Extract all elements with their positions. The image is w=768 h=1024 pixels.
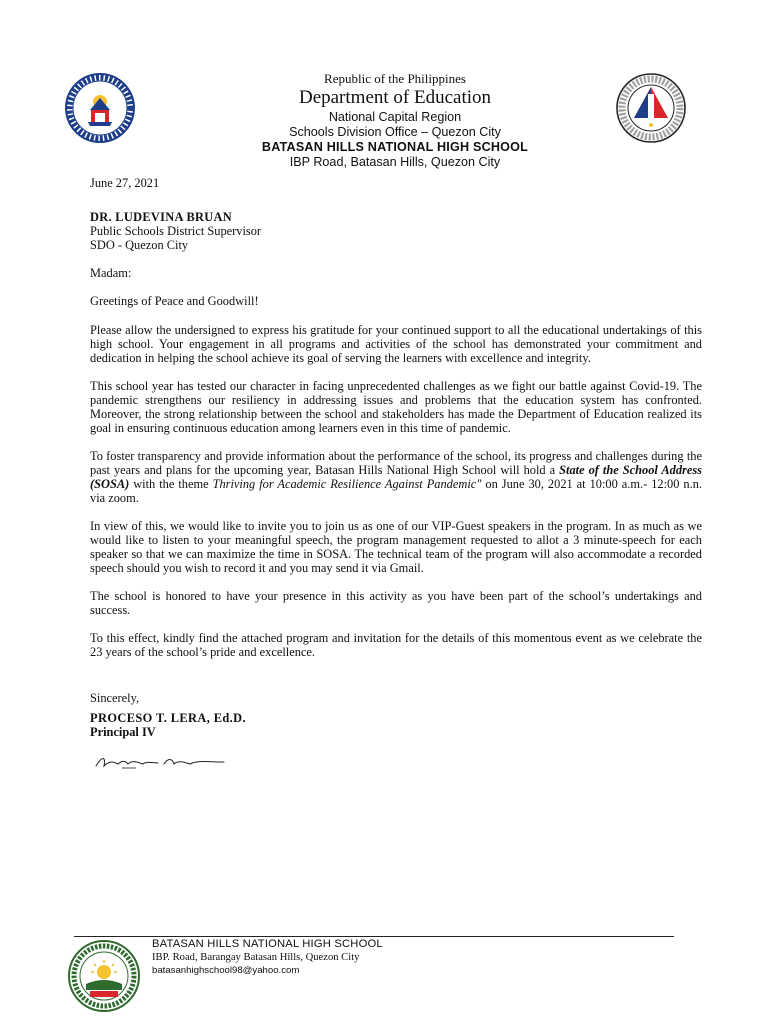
greeting: Greetings of Peace and Goodwill! — [90, 294, 259, 308]
sosa-text-before: To foster transparency and provide information about the performance of the school, its progress and challenges during the past years and plans for the upcoming year, Batasan Hills National High School will hold a — [90, 449, 702, 477]
bhnhs-school-seal-icon — [66, 938, 142, 1014]
letter-body — [90, 176, 702, 739]
letter-date: June 27, 2021 — [90, 176, 160, 190]
paragraph-invitation: In view of this, we would like to invite you to join us as one of our VIP-Guest speakers in the program. In as much as we would like to listen to your meaningful speech, the program management requested to allot a 3 minute-speech for each speaker so that we can maximize the time in SOSA. The technical team of the program will also accommodate a recorded speech should you wish to record it and you may send it via Gmail. — [90, 519, 702, 575]
footer-divider — [74, 936, 674, 937]
paragraph-honor: The school is honored to have your presence in this activity as you have been part of the school’s undertakings and success. — [90, 589, 702, 617]
paragraph-attachment: To this effect, kindly find the attached program and invitation for the details of this momentous event as we celebrate the 23 years of the school’s pride and excellence. — [90, 631, 702, 659]
sosa-event-name: State of the School Address (SOSA) — [90, 463, 703, 491]
paragraph-gratitude: Please allow the undersigned to express his gratitude for your continued support to all the educational undertakings of this high school. Your engagement in all programs and activities of the school has demonstrated your commitment and dedication in helping the school achieve its goal of serving the learners with excellence and integrity. — [90, 323, 702, 365]
footer-school-name: BATASAN HILLS NATIONAL HIGH SCHOOL — [152, 938, 383, 950]
letterhead — [160, 70, 630, 170]
signatory-name: PROCESO T. LERA, Ed.D. — [90, 711, 247, 725]
school-name: BATASAN HILLS NATIONAL HIGH SCHOOL — [261, 140, 529, 154]
sdo-quezon-city-seal-icon — [604, 72, 698, 144]
deped-seal-icon — [64, 72, 136, 144]
signatory-title: Principal IV — [90, 725, 156, 739]
recipient-office: SDO - Quezon City — [90, 238, 189, 252]
salutation: Madam: — [90, 266, 132, 280]
closing-block — [90, 691, 702, 739]
sosa-theme: Thriving for Academic Resilience Against Pandemic" — [212, 477, 482, 491]
complimentary-close: Sincerely, — [90, 691, 140, 705]
sosa-text-middle: with the theme — [129, 477, 213, 491]
footer-address: IBP. Road, Barangay Batasan Hills, Quezon City — [152, 952, 360, 963]
recipient-position: Public Schools District Supervisor — [90, 224, 262, 238]
footer-email: batasanhighschool98@yahoo.com — [152, 965, 300, 976]
sosa-text-after: on June 30, 2021 at 10:00 a.m.- 12:00 n.n. via zoom. — [90, 477, 702, 505]
republic-line: Republic of the Philippines — [324, 71, 466, 86]
school-address: IBP Road, Batasan Hills, Quezon City — [289, 155, 501, 169]
department-name: Department of Education — [298, 87, 492, 108]
division-line: Schools Division Office – Quezon City — [289, 125, 501, 139]
recipient-name: DR. LUDEVINA BRUAN — [90, 210, 233, 224]
handwritten-signature — [92, 752, 232, 772]
paragraph-sosa — [90, 449, 702, 505]
paragraph-pandemic: This school year has tested our character in facing unprecedented challenges as we fight our battle against Covid-19. The pandemic strengthens our resiliency in addressing issues and problems that the education system has confronted. Moreover, the strong relationship between the school and stakeholders has made the Department of Education realized its goal in ensuring continuous education among learners even in this time of pandemic. — [90, 379, 702, 435]
footer-contact — [152, 938, 383, 977]
region-line: National Capital Region — [328, 110, 462, 124]
recipient-block — [90, 210, 702, 252]
